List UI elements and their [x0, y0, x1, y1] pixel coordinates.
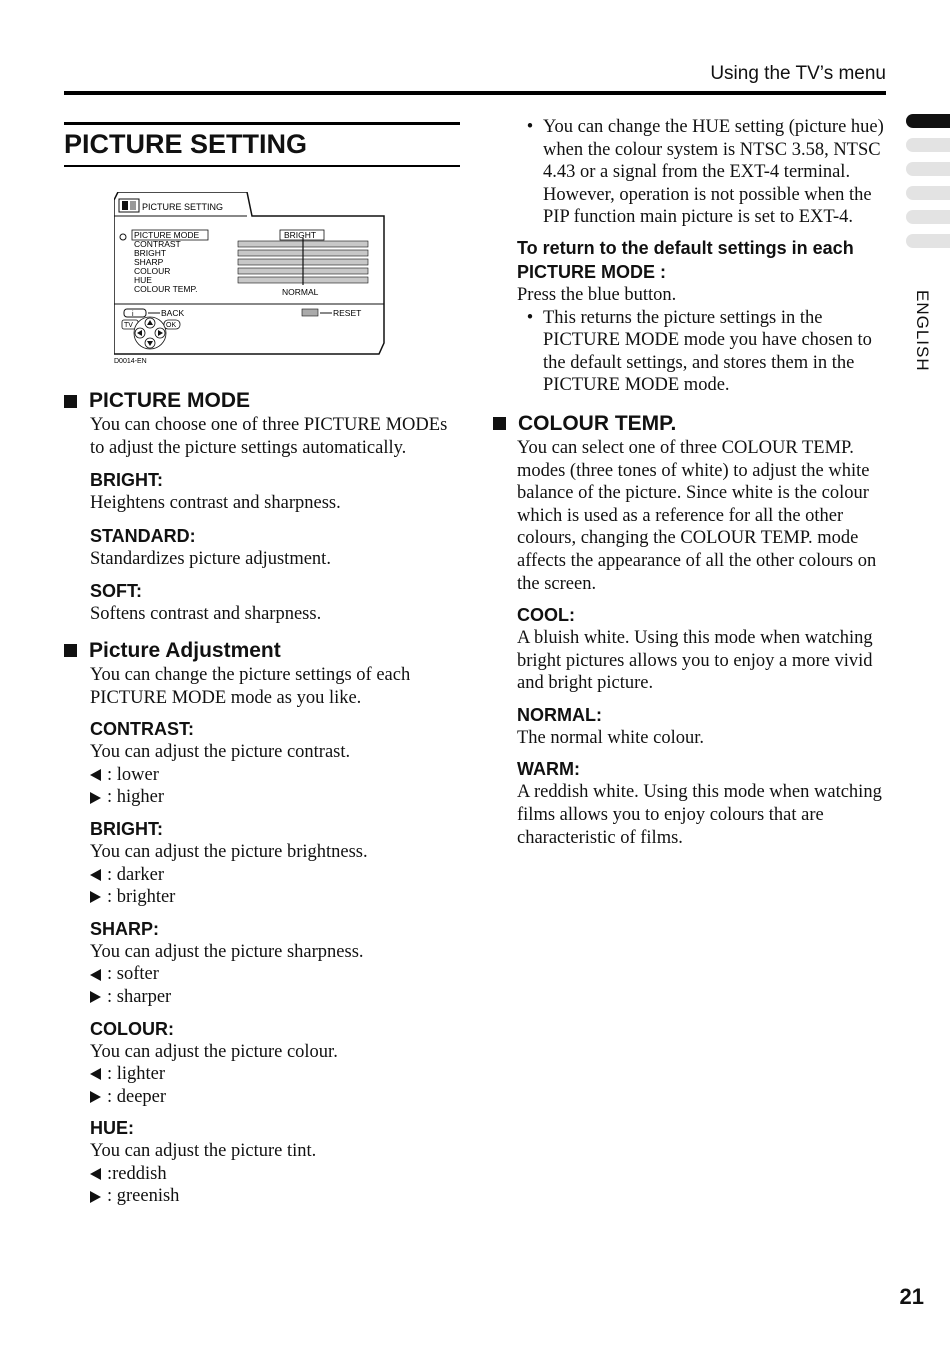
osd-menu-illustration: [114, 192, 450, 364]
osd-item: COLOUR: [134, 266, 171, 276]
adjust-name: CONTRAST:: [90, 719, 194, 740]
temp-item: [517, 757, 887, 849]
mode-item: [90, 579, 460, 626]
picture-adjustment-heading: Picture Adjustment: [64, 638, 460, 664]
adjust-left: : lower: [90, 764, 460, 787]
left-triangle-icon: [90, 1168, 101, 1180]
mode-desc: Standardizes picture adjustment.: [90, 548, 331, 569]
temp-desc: The normal white colour.: [517, 727, 705, 748]
osd-item: HUE: [134, 275, 152, 285]
header-rule: [64, 91, 886, 95]
adjust-right: : sharper: [90, 986, 460, 1009]
diagram-code: D0014-EN: [114, 358, 147, 364]
adjust-desc: You can adjust the picture sharpness.: [90, 941, 364, 962]
reset-text: Press the blue button.: [517, 284, 677, 305]
adjust-name: BRIGHT:: [90, 818, 163, 839]
osd-item: PICTURE MODE: [134, 230, 200, 240]
left-triangle-icon: [90, 1068, 101, 1080]
adjust-left: : lighter: [90, 1063, 460, 1086]
page-header-title: Using the TV’s menu: [710, 63, 886, 84]
ok-button-label: OK: [166, 322, 177, 329]
page-number: 21: [899, 1284, 924, 1309]
adjust-desc: You can adjust the picture colour.: [90, 1041, 338, 1062]
colour-temp-intro: You can select one of three COLOUR TEMP. modes (three tones of white) to adjust the white balance of the picture. Since white is the colour which is used as a reference for all the other colours, changing the COLOUR TEMP. mode affects the appearance of all the other colours on the screen.: [517, 437, 877, 594]
temp-name: NORMAL:: [517, 704, 602, 725]
adjust-right: : greenish: [90, 1185, 460, 1208]
adjust-name: HUE:: [90, 1118, 134, 1139]
adjust-left: : softer: [90, 963, 460, 986]
hue-note-text: You can change the HUE setting (picture hue) when the colour system is NTSC 3.58, NTSC 4.43 or a signal from the EXT-4 terminal.: [543, 117, 884, 183]
chapter-tabs: [906, 114, 950, 258]
adjust-item: [90, 917, 460, 1009]
temp-name: WARM:: [517, 759, 580, 780]
adjust-left: : darker: [90, 864, 460, 887]
picture-adjustment-section: [64, 638, 460, 1208]
left-triangle-icon: [90, 969, 101, 981]
adjust-name: COLOUR:: [90, 1018, 174, 1039]
adjust-item: [90, 1116, 460, 1208]
osd-item: CONTRAST: [134, 239, 181, 249]
chapter-tab: [906, 210, 950, 224]
picture-mode-intro: You can choose one of three PICTURE MODEs to adjust the picture settings automatically.: [90, 415, 448, 458]
temp-desc: A reddish white. Using this mode when watching films allows you to enjoy colours that are characteristic of films.: [517, 782, 882, 848]
hue-note: [517, 116, 887, 229]
right-column: [517, 116, 887, 849]
mode-desc: Heightens contrast and sharpness.: [90, 493, 341, 514]
osd-temp-value: NORMAL: [282, 287, 319, 297]
right-triangle-icon: [90, 1091, 101, 1103]
osd-item: SHARP: [134, 257, 164, 267]
left-column: [64, 122, 460, 1208]
osd-mode-value: BRIGHT: [284, 230, 317, 240]
adjust-right: : brighter: [90, 886, 460, 909]
right-triangle-icon: [90, 891, 101, 903]
mode-name: SOFT:: [90, 581, 142, 602]
right-triangle-icon: [90, 991, 101, 1003]
mode-name: STANDARD:: [90, 525, 196, 546]
chapter-tab: [906, 186, 950, 200]
chapter-tab-active: [906, 114, 950, 128]
adjust-item: [90, 1017, 460, 1109]
right-triangle-icon: [90, 792, 101, 804]
temp-name: COOL:: [517, 605, 575, 626]
square-bullet-icon: [493, 417, 506, 430]
reset-bullet: [517, 307, 887, 397]
mode-item: [90, 468, 460, 515]
temp-item: [517, 603, 887, 695]
picture-adjustment-intro: You can change the picture settings of each PICTURE MODE mode as you like.: [90, 664, 411, 708]
adjust-right: : higher: [90, 786, 460, 809]
adjust-name: SHARP:: [90, 918, 160, 939]
bullet-dot: •: [526, 117, 534, 137]
mode-name: BRIGHT:: [90, 470, 163, 491]
language-tab-label: ENGLISH: [913, 290, 932, 372]
info-button-label: i: [132, 311, 134, 318]
temp-desc: A bluish white. Using this mode when watching bright pictures allows you to enjoy a more vivid and bright picture.: [517, 628, 873, 694]
adjust-right: : deeper: [90, 1086, 460, 1109]
right-triangle-icon: [90, 1191, 101, 1203]
adjust-item: [90, 817, 460, 909]
osd-menu-svg: [114, 192, 450, 364]
adjust-desc: You can adjust the picture contrast.: [90, 742, 351, 763]
osd-tab-label: PICTURE SETTING: [142, 202, 224, 212]
square-bullet-icon: [64, 644, 77, 657]
tv-button-label: TV: [124, 322, 133, 329]
adjust-desc: You can adjust the picture brightness.: [90, 841, 368, 862]
blue-button-icon: [302, 309, 318, 316]
colour-temp-heading: COLOUR TEMP.: [493, 411, 887, 437]
osd-item: COLOUR TEMP.: [134, 284, 198, 294]
adjust-desc: You can adjust the picture tint.: [90, 1141, 317, 1162]
square-bullet-icon: [64, 395, 77, 408]
picture-mode-section: [64, 388, 460, 626]
chapter-tab: [906, 234, 950, 248]
mode-desc: Softens contrast and sharpness.: [90, 604, 322, 625]
reset-heading: To return to the default settings in each PICTURE MODE :: [517, 237, 854, 282]
section-title: PICTURE SETTING: [64, 122, 460, 167]
osd-item: BRIGHT: [134, 248, 167, 258]
osd-back-label: BACK: [161, 308, 185, 318]
adjust-item: [90, 717, 460, 809]
mode-item: [90, 524, 460, 571]
reset-bullet-text: This returns the picture settings in the PICTURE MODE mode you have chosen to the default settings, and stores them in the PICTURE MODE mode.: [543, 307, 872, 396]
osd-reset-label: RESET: [333, 308, 362, 318]
bullet-dot: •: [526, 307, 534, 328]
info-button-icon: [124, 309, 146, 317]
chapter-tab: [906, 138, 950, 152]
left-triangle-icon: [90, 769, 101, 781]
chapter-tab: [906, 162, 950, 176]
colour-temp-section: [493, 411, 887, 849]
left-triangle-icon: [90, 869, 101, 881]
adjust-left: :reddish: [90, 1163, 460, 1186]
temp-item: [517, 703, 887, 750]
hue-note-text-2: However, operation is not possible when the PIP function main picture is set to EXT-4.: [543, 184, 872, 228]
picture-mode-heading: PICTURE MODE: [64, 388, 460, 414]
